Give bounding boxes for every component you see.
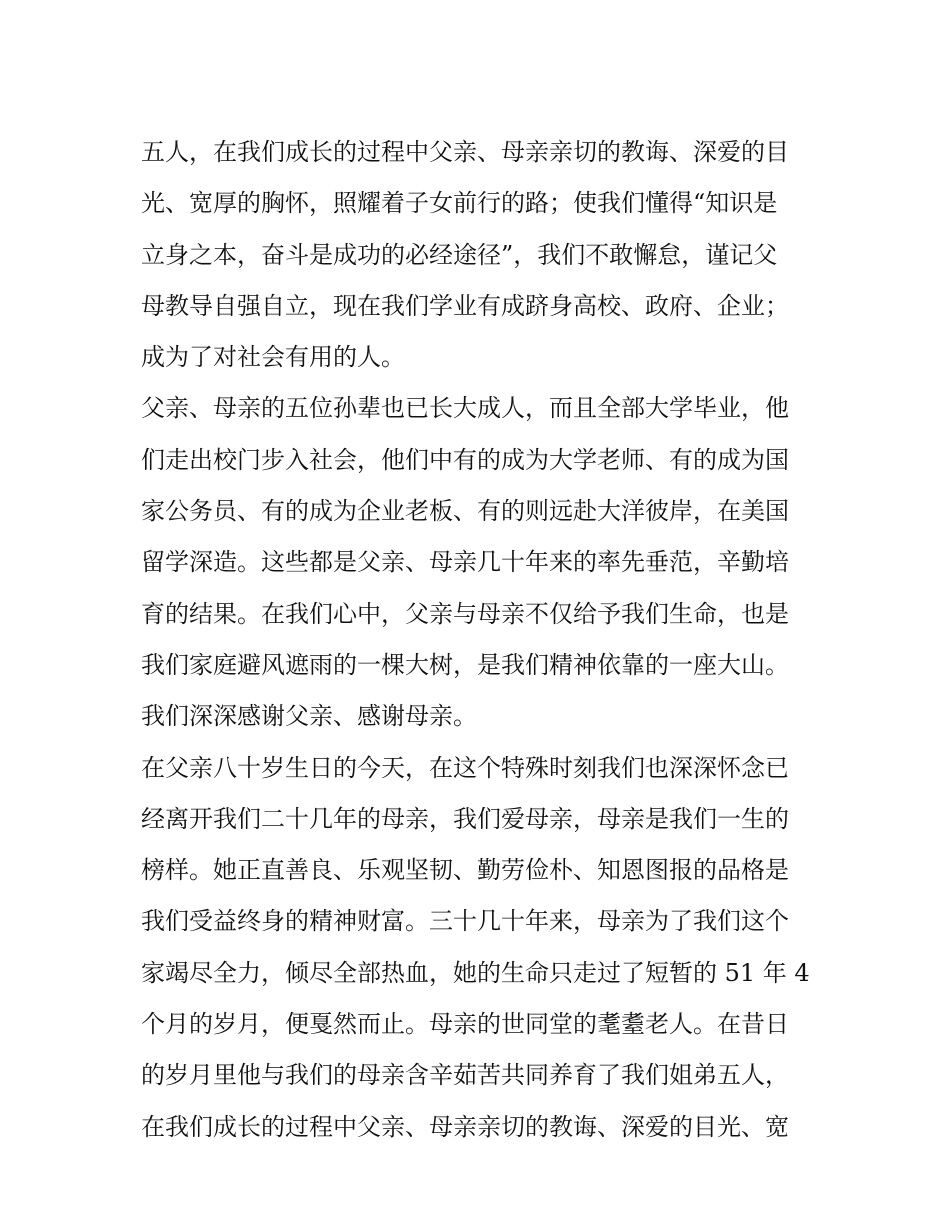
text-line: 个月的岁月，便戛然而止。母亲的世同堂的耄耋老人。在昔日	[141, 1010, 789, 1039]
text-line: 立身之本，奋斗是成功的必经途径”，我们不敢懈怠，谨记父	[141, 240, 778, 269]
document-body	[141, 127, 821, 1153]
text-line: 五人，在我们成长的过程中父亲、母亲亲切的教诲、深爱的目	[141, 138, 789, 166]
text-line: 家公务员、有的成为企业老板、有的则远赴大洋彼岸，在美国	[141, 497, 789, 526]
text-line: 育的结果。在我们心中，父亲与母亲不仅给予我们生命，也是	[141, 599, 789, 628]
text-line: 我们深深感谢父亲、感谢母亲。	[141, 702, 477, 731]
text-line: 光、宽厚的胸怀，照耀着子女前行的路；使我们懂得“知识是	[141, 189, 778, 218]
text-line: 留学深造。这些都是父亲、母亲几十年来的率先垂范，辛勤培	[141, 548, 789, 577]
text-line: 成为了对社会有用的人。	[141, 343, 405, 372]
text-line: 在我们成长的过程中父亲、母亲亲切的教诲、深爱的目光、宽	[141, 1112, 789, 1141]
text-line: 我们家庭避风遮雨的一棵大树，是我们精神依靠的一座大山。	[141, 650, 789, 679]
text-line: 们走出校门步入社会，他们中有的成为大学老师、有的成为国	[141, 445, 789, 474]
text-line: 榜样。她正直善良、乐观坚韧、勤劳俭朴、知恩图报的品格是	[141, 856, 789, 885]
text-line: 在父亲八十岁生日的今天，在这个特殊时刻我们也深深怀念已	[141, 753, 789, 782]
text-line: 母教导自强自立，现在我们学业有成跻身高校、政府、企业；	[141, 291, 789, 320]
text-line: 父亲、母亲的五位孙辈也已长大成人，而且全部大学毕业，他	[141, 394, 789, 423]
text-line: 我们受益终身的精神财富。三十几十年来，母亲为了我们这个	[141, 907, 789, 936]
text-line: 家竭尽全力，倾尽全部热血，她的生命只走过了短暂的 51 年 4	[141, 958, 810, 987]
text-line: 的岁月里他与我们的母亲含辛茹苦共同养育了我们姐弟五人，	[141, 1061, 789, 1090]
text-line: 经离开我们二十几年的母亲，我们爱母亲，母亲是我们一生的	[141, 804, 789, 833]
